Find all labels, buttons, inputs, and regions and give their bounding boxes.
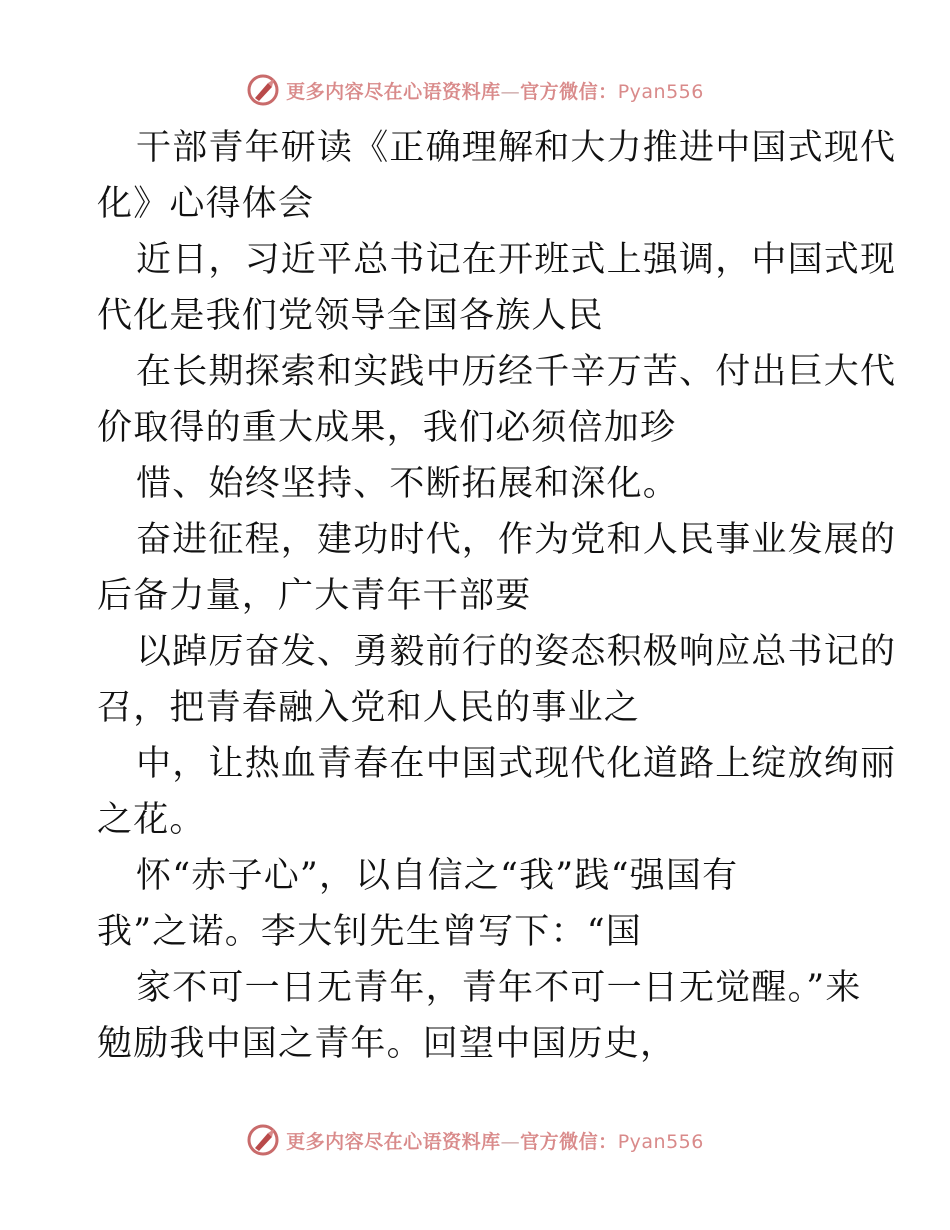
- text-line: 我”之诺。李大钊先生曾写下：“国: [97, 912, 642, 952]
- pen-nib-logo-icon: [246, 73, 280, 107]
- text-line: 代化是我们党领导全国各族人民: [97, 296, 604, 336]
- text-line: 勉励我中国之青年。回望中国历史，: [97, 1024, 677, 1064]
- text-line: 怀“赤子心”，以自信之“我”践“强国有: [136, 856, 739, 896]
- text-line: 近日，习近平总书记在开班式上强调，中国式现: [136, 240, 897, 280]
- footer-brand: 更多内容尽在心语资料库: [286, 1130, 501, 1153]
- text-line: 在长期探索和实践中历经千辛万苦、付出巨大代: [136, 352, 897, 392]
- text-line: 惜、始终坚持、不断拓展和深化。: [136, 464, 680, 504]
- footer-banner: [0, 1120, 950, 1160]
- text-line: 之花。: [97, 800, 206, 840]
- text-line: 奋进征程，建功时代，作为党和人民事业发展的: [136, 520, 897, 560]
- text-line: 家不可一日无青年，青年不可一日无觉醒。”来: [136, 968, 862, 1008]
- text-line: 后备力量，广大青年干部要: [97, 576, 532, 616]
- header-banner-text: [286, 77, 704, 104]
- text-line: 中，让热血青春在中国式现代化道路上绽放绚丽: [136, 744, 897, 784]
- header-banner: [0, 70, 950, 110]
- header-wechat-id: Pyan556: [617, 80, 704, 103]
- pen-nib-logo-icon: [246, 1123, 280, 1157]
- footer-wechat-label: 官方微信：: [520, 1130, 618, 1153]
- text-line: 价取得的重大成果，我们必须倍加珍: [97, 408, 677, 448]
- footer-banner-text: [286, 1127, 704, 1154]
- header-wechat-label: 官方微信：: [520, 80, 618, 103]
- text-line: 召，把青春融入党和人民的事业之: [97, 688, 641, 728]
- header-separator: —: [500, 80, 521, 103]
- text-line: 化》心得体会: [97, 184, 315, 224]
- footer-separator: —: [500, 1130, 521, 1153]
- text-line: 干部青年研读《正确理解和大力推进中国式现代: [136, 128, 897, 168]
- footer-wechat-id: Pyan556: [617, 1130, 704, 1153]
- document-body: [97, 120, 897, 1072]
- header-brand: 更多内容尽在心语资料库: [286, 80, 501, 103]
- text-line: 以踔厉奋发、勇毅前行的姿态积极响应总书记的: [136, 632, 897, 672]
